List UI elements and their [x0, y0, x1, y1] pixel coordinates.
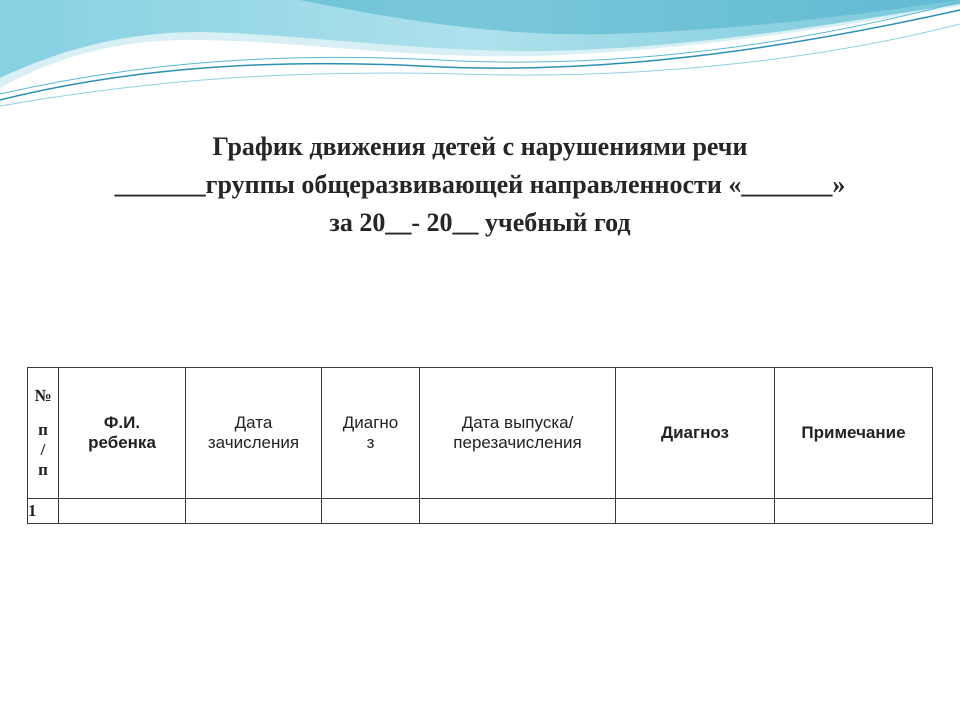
- children-register-table: [27, 367, 933, 524]
- cell-number: 1: [28, 499, 59, 524]
- header-child-name: Ф.И. ребенка: [59, 368, 186, 499]
- decorative-wave-banner: [0, 0, 960, 120]
- page-title: [0, 128, 960, 242]
- cell-child-name[interactable]: [59, 499, 186, 524]
- table-row: [28, 499, 933, 524]
- cell-diagnosis-final[interactable]: [616, 499, 775, 524]
- header-release-date: Дата выпуска/ перезачисления: [420, 368, 616, 499]
- cell-note[interactable]: [775, 499, 933, 524]
- header-note: Примечание: [775, 368, 933, 499]
- title-line-3: за 20__- 20__ учебный год: [329, 208, 631, 237]
- cell-diagnosis-initial[interactable]: [322, 499, 420, 524]
- table-header-row: [28, 368, 933, 499]
- cell-enroll-date[interactable]: [186, 499, 322, 524]
- header-diagnosis-initial: Диагно з: [322, 368, 420, 499]
- header-enroll-date: Дата зачисления: [186, 368, 322, 499]
- title-line-1: График движения детей с нарушениями речи: [212, 132, 748, 161]
- cell-release-date[interactable]: [420, 499, 616, 524]
- header-number: № п / п: [28, 368, 59, 499]
- header-diagnosis-final: Диагноз: [616, 368, 775, 499]
- title-line-2: _______группы общеразвивающей направленности «_______»: [114, 170, 846, 199]
